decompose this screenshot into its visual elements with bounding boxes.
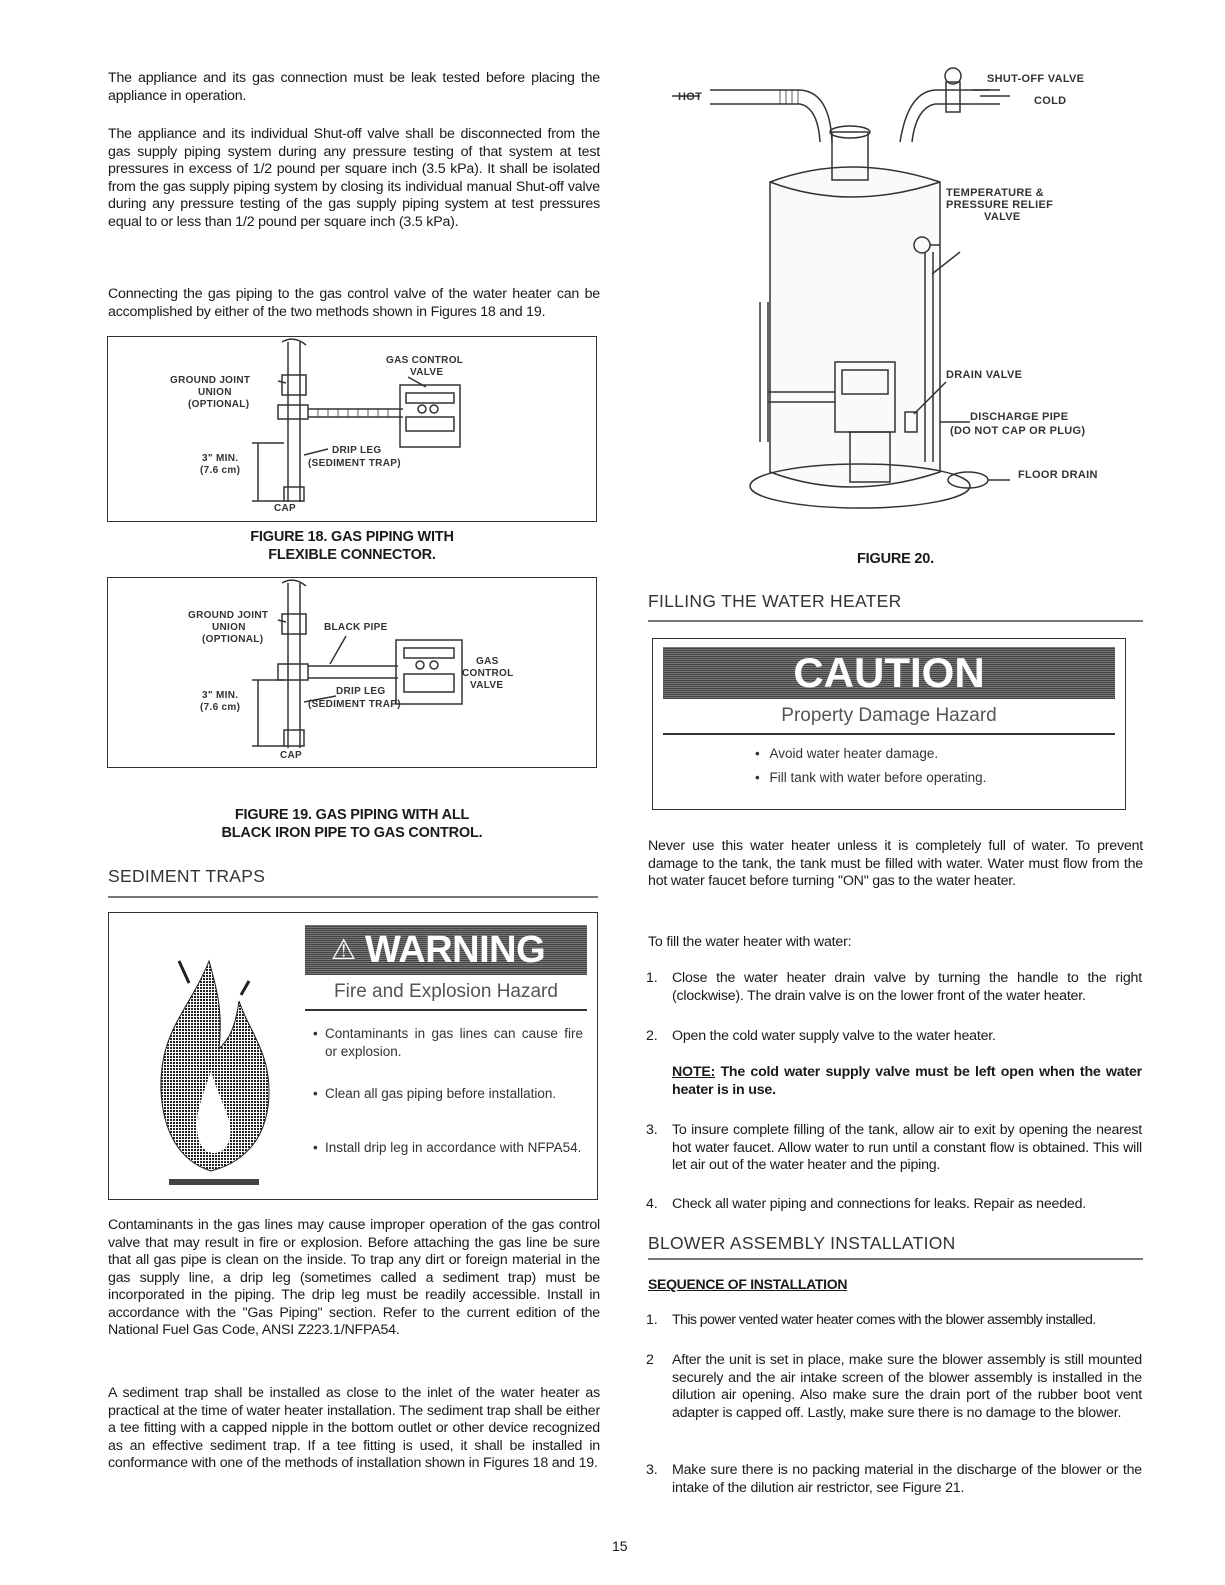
step-text: Check all water piping and connections for leaks. Repair as needed.	[672, 1196, 1087, 1212]
caution-banner-text: CAUTION	[793, 649, 985, 696]
paragraph-to-fill: To fill the water heater with water:	[648, 934, 852, 950]
label-valve: VALVE	[470, 680, 504, 691]
figure-19-caption-line-2: BLACK IRON PIPE TO GAS CONTROL.	[221, 825, 483, 841]
blower-step-2	[646, 1352, 1142, 1422]
figure-19	[107, 577, 597, 768]
step-text: Close the water heater drain valve by turning the handle to the right (clockwise). The drain valve is on the lower front of the water heater.	[672, 970, 1142, 1004]
fill-step-2	[646, 1028, 1142, 1046]
label-cap: CAP	[280, 750, 303, 761]
paragraph-sediment-trap-install: A sediment trap shall be installed as close to the inlet of the water heater as practical at the time of water heater installation. The sediment trap shall be either a tee fitting with a capped nipple in the bottom outlet or other device recognized as an effective sediment trap. If a tee fitting is used, it shall be installed in conformance with one of the methods of installation shown in Figures 18 and 19.	[108, 1385, 600, 1471]
step-text: Make sure there is no packing material in the discharge of the blower or the intake of the dilution air restrictor, see Figure 21.	[672, 1462, 1142, 1496]
label-drain-valve: DRAIN VALVE	[946, 369, 1023, 381]
bullet-icon: •	[755, 746, 760, 761]
fill-step-1	[646, 970, 1142, 1005]
section-rule	[108, 896, 598, 898]
label-union: UNION	[212, 622, 246, 633]
page-number: 15	[612, 1538, 628, 1554]
label-drip-leg: DRIP LEG	[332, 445, 382, 456]
blower-step-1	[646, 1312, 1142, 1330]
bullet-icon: •	[313, 1140, 318, 1155]
section-rule	[648, 620, 1143, 622]
label-ground-joint: GROUND JOINT	[170, 375, 251, 386]
caution-banner	[663, 647, 1115, 699]
note	[672, 1064, 1142, 1099]
warning-divider	[305, 1009, 587, 1011]
step-text: Open the cold water supply valve to the water heater.	[672, 1028, 996, 1044]
figure-18	[107, 336, 597, 522]
caution-hazard-title: Property Damage Hazard	[781, 705, 997, 726]
flame-icon	[119, 921, 299, 1191]
label-cm: (7.6 cm)	[200, 465, 241, 476]
figure-19-drawing	[108, 578, 598, 769]
bullet-icon: •	[755, 770, 760, 785]
step-number: 4.	[646, 1196, 658, 1212]
figure-18-caption-line-1: FIGURE 18. GAS PIPING WITH	[250, 529, 454, 545]
label-min: 3" MIN.	[202, 453, 239, 464]
label-min: 3" MIN.	[202, 690, 239, 701]
figure-18-caption-line-2: FLEXIBLE CONNECTOR.	[268, 547, 436, 563]
step-number: 1.	[646, 1312, 658, 1328]
warning-banner	[305, 925, 587, 975]
label-gas: GAS	[476, 656, 499, 667]
note-label: NOTE:	[672, 1064, 716, 1080]
label-drip-leg: DRIP LEG	[336, 686, 386, 697]
figure-20-caption: FIGURE 20.	[857, 551, 934, 567]
figure-18-drawing	[108, 337, 598, 523]
label-shutoff-valve: SHUT-OFF VALVE	[987, 73, 1085, 85]
figure-20	[650, 62, 1140, 532]
caution-divider	[663, 733, 1115, 735]
warning-box	[108, 912, 598, 1200]
figure-18-caption	[107, 528, 597, 564]
label-hot: HOT	[678, 91, 703, 103]
label-gas-control: GAS CONTROL	[386, 355, 464, 366]
step-text: To insure complete filling of the tank, allow air to exit by opening the nearest hot water faucet. Allow water to run until a constant flow is obtained. This will let air out of the water heater and the piping.	[672, 1122, 1142, 1173]
label-cold: COLD	[1034, 95, 1067, 107]
label-temperature: TEMPERATURE &	[946, 187, 1044, 199]
label-control: CONTROL	[462, 668, 514, 679]
step-number: 3.	[646, 1462, 658, 1478]
paragraph-contaminants: Contaminants in the gas lines may cause improper operation of the gas control valve that may result in fire or explosion. Before attaching the gas line be sure that all gas pipe is clean on the inside. To trap any dirt or foreign material in the gas supply line, a drip leg (sometimes called a sediment trap) must be incorporated in the piping. The drip leg must be readily accessible. Install in accordance with the "Gas Piping" section. Refer to the current edition of the National Fuel Gas Code, ANSI Z223.1/NFPA54.	[108, 1217, 600, 1338]
label-black-pipe: BLACK PIPE	[324, 622, 388, 633]
caution-bullet-1: • Avoid water heater damage.	[755, 746, 939, 761]
figure-20-drawing	[650, 62, 1140, 532]
bullet-icon: •	[313, 1086, 318, 1101]
warning-bullet-3: • Install drip leg in accordance with NFPA54.	[313, 1140, 582, 1155]
label-sediment-trap: (SEDIMENT TRAP)	[308, 699, 401, 710]
label-optional: (OPTIONAL)	[202, 634, 264, 645]
paragraph-leak-test: The appliance and its gas connection must be leak tested before placing the appliance in operation.	[108, 70, 600, 104]
note-text: The cold water supply valve must be left open when the water heater is in use.	[672, 1064, 1142, 1098]
label-union: UNION	[198, 387, 232, 398]
warning-banner-text: WARNING	[365, 929, 546, 971]
label-cm: (7.6 cm)	[200, 702, 241, 713]
caution-bullet-2: • Fill tank with water before operating.	[755, 770, 987, 785]
section-rule	[648, 1258, 1143, 1260]
label-sediment-trap: (SEDIMENT TRAP)	[308, 458, 401, 469]
paragraph-connecting-methods: Connecting the gas piping to the gas control valve of the water heater can be accomplished by either of the two methods shown in Figures 18 and 19.	[108, 286, 600, 320]
warning-triangle-icon: ⚠	[331, 934, 357, 965]
bullet-icon: •	[313, 1026, 318, 1041]
warning-bullet-1: • Contaminants in gas lines can cause fire or explosion.	[313, 1026, 583, 1059]
figure-19-caption-line-1: FIGURE 19. GAS PIPING WITH ALL	[234, 807, 470, 823]
label-floor-drain: FLOOR DRAIN	[1018, 469, 1098, 481]
step-number: 2	[646, 1352, 654, 1368]
label-do-not-cap: (DO NOT CAP OR PLUG)	[950, 425, 1086, 437]
step-number: 1.	[646, 970, 658, 986]
step-number: 3.	[646, 1122, 658, 1138]
fill-step-3	[646, 1122, 1142, 1175]
warning-bullet-2: • Clean all gas piping before installation.	[313, 1086, 557, 1101]
caution-box	[652, 638, 1126, 810]
section-title-sediment-traps: SEDIMENT TRAPS	[108, 866, 266, 886]
step-number: 2.	[646, 1028, 658, 1044]
label-optional: (OPTIONAL)	[188, 399, 250, 410]
step-text: This power vented water heater comes with the blower assembly installed.	[672, 1312, 1096, 1328]
step-text: After the unit is set in place, make sure the blower assembly is still mounted securely and the air intake screen of the blower assembly is installed in the dilution air opening. Also make sure the drain port of the rubber boot vent adapter is capped off. Lastly, make sure there is no damage to the blower.	[672, 1352, 1142, 1421]
figure-19-caption	[107, 806, 597, 842]
paragraph-never-use: Never use this water heater unless it is completely full of water. To prevent damage to the tank, the tank must be filled with water. Water must flow from the hot water faucet before turning "ON" gas to the water heater.	[648, 838, 1143, 889]
fill-step-4	[646, 1196, 1142, 1214]
blower-step-3	[646, 1462, 1142, 1497]
section-title-blower: BLOWER ASSEMBLY INSTALLATION	[648, 1233, 956, 1253]
warning-hazard-title: Fire and Explosion Hazard	[334, 981, 558, 1002]
section-title-filling: FILLING THE WATER HEATER	[648, 591, 902, 611]
label-ground-joint: GROUND JOINT	[188, 610, 269, 621]
label-pressure-relief: PRESSURE RELIEF	[946, 199, 1054, 211]
subtitle-sequence: SEQUENCE OF INSTALLATION	[648, 1276, 848, 1292]
paragraph-shutoff-valve: The appliance and its individual Shut-off valve shall be disconnected from the gas supply piping system during any pressure testing of that system at test pressures in excess of 1/2 pound per square inch (3.5 kPa). It shall be isolated from the gas supply piping system by closing its individual manual Shut-off valve during any pressure testing of the gas supply piping system at test pressures equal to or less than 1/2 pound per square inch (3.5 kPa).	[108, 126, 600, 230]
label-tp-valve: VALVE	[984, 211, 1021, 223]
label-cap: CAP	[274, 503, 297, 514]
label-valve: VALVE	[410, 367, 444, 378]
label-discharge-pipe: DISCHARGE PIPE	[970, 411, 1069, 423]
